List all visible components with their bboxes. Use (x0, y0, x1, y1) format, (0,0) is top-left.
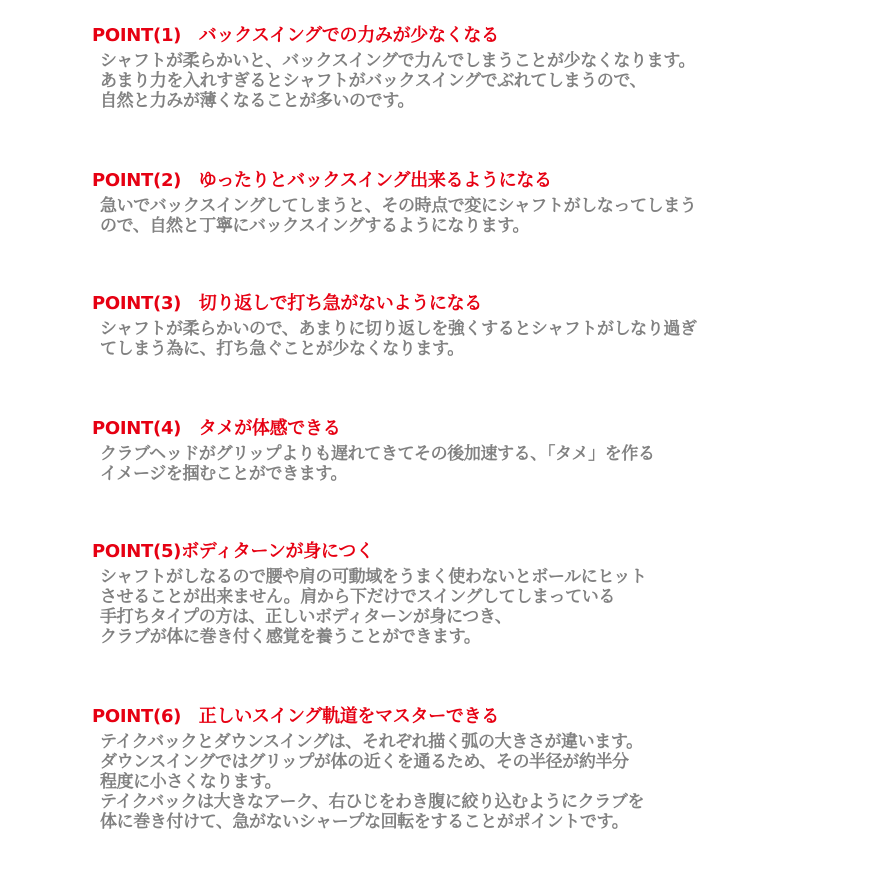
point-body (92, 444, 782, 484)
point-section-1 (92, 25, 782, 111)
body-line: 自然と力みが薄くなることが多いのです。 (100, 91, 415, 111)
point-heading: POINT(6) 正しいスイング軌道をマスターできる (92, 706, 499, 727)
body-line: シャフトが柔らかいので、あまりに切り返しを強くするとシャフトがしなり過ぎ (100, 319, 697, 339)
body-line: 体に巻き付けて、急がないシャープな回転をすることがポイントです。 (100, 812, 629, 832)
point-body (92, 732, 782, 832)
body-line: クラブヘッドがグリップよりも遅れてきてその後加速する、「タメ」を作る (100, 444, 655, 464)
body-line: クラブが体に巻き付く感覚を養うことができます。 (100, 627, 481, 647)
body-line: ダウンスイングではグリップが体の近くを通るため、その半径が約半分 (100, 752, 629, 772)
body-line: テイクバックとダウンスイングは、それぞれ描く弧の大きさが違います。 (100, 732, 643, 752)
body-line: 程度に小さくなります。 (100, 772, 282, 792)
point-section-3 (92, 293, 782, 359)
body-line: シャフトがしなるので腰や肩の可動域をうまく使わないとボールにヒット (100, 567, 647, 587)
point-heading: POINT(2) ゆったりとバックスイング出来るようになる (92, 170, 552, 191)
body-line: テイクバックは大きなアーク、右ひじをわき腹に絞り込むようにクラブを (100, 792, 645, 812)
point-section-6 (92, 706, 782, 832)
point-heading: POINT(1) バックスイングでの力みが少なくなる (92, 25, 499, 46)
point-body (92, 319, 782, 359)
point-heading: POINT(4) タメが体感できる (92, 418, 341, 439)
point-body (92, 567, 782, 647)
body-line: 手打ちタイプの方は、正しいボディターンが身につき、 (100, 607, 512, 627)
body-line: シャフトが柔らかいと、バックスイングで力んでしまうことが少なくなります。 (100, 51, 696, 71)
body-line: させることが出来ません。肩から下だけでスイングしてしまっている (100, 587, 615, 607)
point-section-2 (92, 170, 782, 236)
point-body (92, 196, 782, 236)
body-line: てしまう為に、打ち急ぐことが少なくなります。 (100, 339, 464, 359)
point-heading: POINT(3) 切り返しで打ち急がないようになる (92, 293, 483, 314)
body-line: あまり力を入れすぎるとシャフトがバックスイングでぶれてしまうので、 (100, 71, 647, 91)
point-section-4 (92, 418, 782, 484)
body-line: ので、自然と丁寧にバックスイングするようになります。 (100, 216, 530, 236)
point-section-5 (92, 541, 782, 647)
body-line: 急いでバックスイングしてしまうと、その時点で変にシャフトがしなってしまう (100, 196, 697, 216)
point-body (92, 51, 782, 111)
point-heading: POINT(5)ボディターンが身につく (92, 541, 374, 562)
body-line: イメージを掴むことができます。 (100, 464, 348, 484)
